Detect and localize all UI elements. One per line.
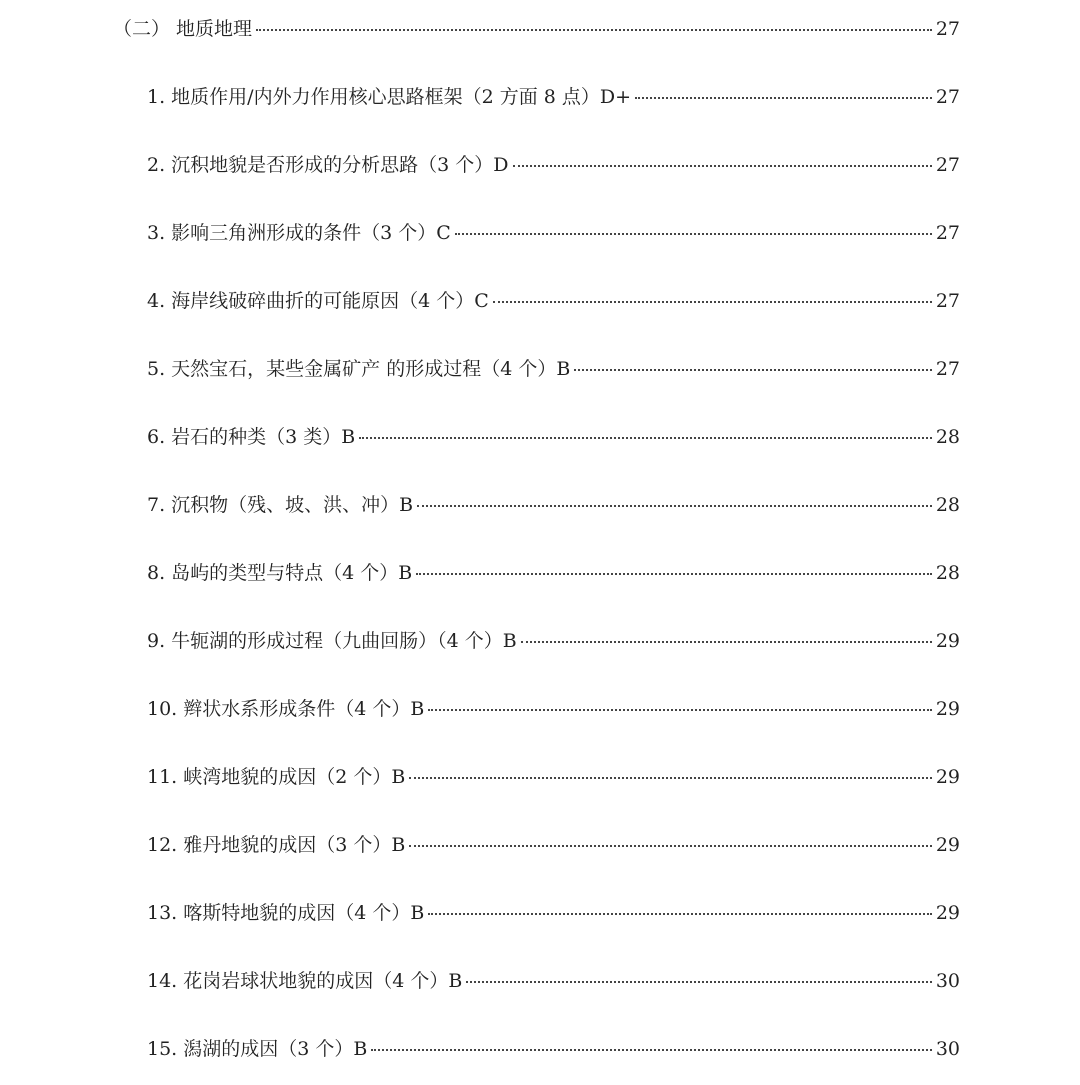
dot-leader [466, 981, 931, 983]
toc-page-number: 29 [935, 902, 960, 924]
toc-page-number: 28 [935, 426, 960, 448]
toc-page-number: 30 [935, 1038, 960, 1060]
toc-entry-title: 5. 天然宝石，某些金属矿产 的形成过程（4 个）B [147, 354, 572, 384]
toc-entry-title: 3. 影响三角洲形成的条件（3 个）C [147, 218, 453, 248]
toc-entry-title: 4. 海岸线破碎曲折的可能原因（4 个）C [147, 286, 491, 316]
dot-leader [428, 709, 931, 711]
toc-entry[interactable] [0, 830, 1080, 860]
toc-page-number: 27 [935, 358, 960, 380]
dot-leader [493, 301, 932, 303]
toc-page-number: 27 [935, 18, 960, 40]
dot-leader [513, 165, 932, 167]
toc-page-number: 27 [935, 222, 960, 244]
toc-entry[interactable] [0, 422, 1080, 452]
toc-entry-title: 14. 花岗岩球状地貌的成因（4 个）B [147, 966, 464, 996]
toc-section-title: （二） 地质地理 [113, 14, 254, 44]
toc-entry-title: 1. 地质作用/内外力作用核心思路框架（2 方面 8 点）D+ [147, 82, 633, 112]
toc-entry[interactable] [0, 558, 1080, 588]
dot-leader [359, 437, 932, 439]
dot-leader [371, 1049, 931, 1051]
toc-entry-title: 13. 喀斯特地貌的成因（4 个）B [147, 898, 426, 928]
toc-section-heading[interactable] [0, 14, 1080, 44]
dot-leader [635, 97, 932, 99]
toc-page-number: 29 [935, 698, 960, 720]
toc-entry[interactable] [0, 966, 1080, 996]
toc-page-number: 29 [935, 630, 960, 652]
toc-entry[interactable] [0, 218, 1080, 248]
toc-entry[interactable] [0, 82, 1080, 112]
toc-page-number: 28 [935, 494, 960, 516]
toc-entry[interactable] [0, 354, 1080, 384]
toc-page-number: 30 [935, 970, 960, 992]
dot-leader [416, 573, 932, 575]
toc-entry-title: 9. 牛轭湖的形成过程（九曲回肠）（4 个）B [147, 626, 519, 656]
dot-leader [256, 29, 932, 31]
toc-page-number: 27 [935, 154, 960, 176]
dot-leader [455, 233, 932, 235]
dot-leader [409, 777, 931, 779]
toc-entry[interactable] [0, 694, 1080, 724]
toc-entry-title: 8. 岛屿的类型与特点（4 个）B [147, 558, 414, 588]
toc-entry[interactable] [0, 490, 1080, 520]
dot-leader [417, 505, 932, 507]
toc-entry[interactable] [0, 286, 1080, 316]
dot-leader [409, 845, 931, 847]
toc-entry[interactable] [0, 626, 1080, 656]
toc-entry[interactable] [0, 762, 1080, 792]
dot-leader [428, 913, 931, 915]
dot-leader [521, 641, 932, 643]
toc-page-number: 29 [935, 766, 960, 788]
toc-entry-title: 15. 潟湖的成因（3 个）B [147, 1034, 369, 1064]
toc-entry-title: 6. 岩石的种类（3 类）B [147, 422, 357, 452]
toc-page-number: 29 [935, 834, 960, 856]
toc-page-number: 27 [935, 290, 960, 312]
toc-entry-title: 7. 沉积物（残、坡、洪、冲）B [147, 490, 415, 520]
toc-page-number: 28 [935, 562, 960, 584]
toc-entry-title: 12. 雅丹地貌的成因（3 个）B [147, 830, 407, 860]
toc-entry[interactable] [0, 898, 1080, 928]
dot-leader [574, 369, 932, 371]
toc-entry[interactable] [0, 1034, 1080, 1064]
toc-entry-title: 2. 沉积地貌是否形成的分析思路（3 个）D [147, 150, 511, 180]
toc-entry-title: 11. 峡湾地貌的成因（2 个）B [147, 762, 407, 792]
toc-page-number: 27 [935, 86, 960, 108]
toc-entry[interactable] [0, 150, 1080, 180]
toc-entry-title: 10. 辫状水系形成条件（4 个）B [147, 694, 426, 724]
